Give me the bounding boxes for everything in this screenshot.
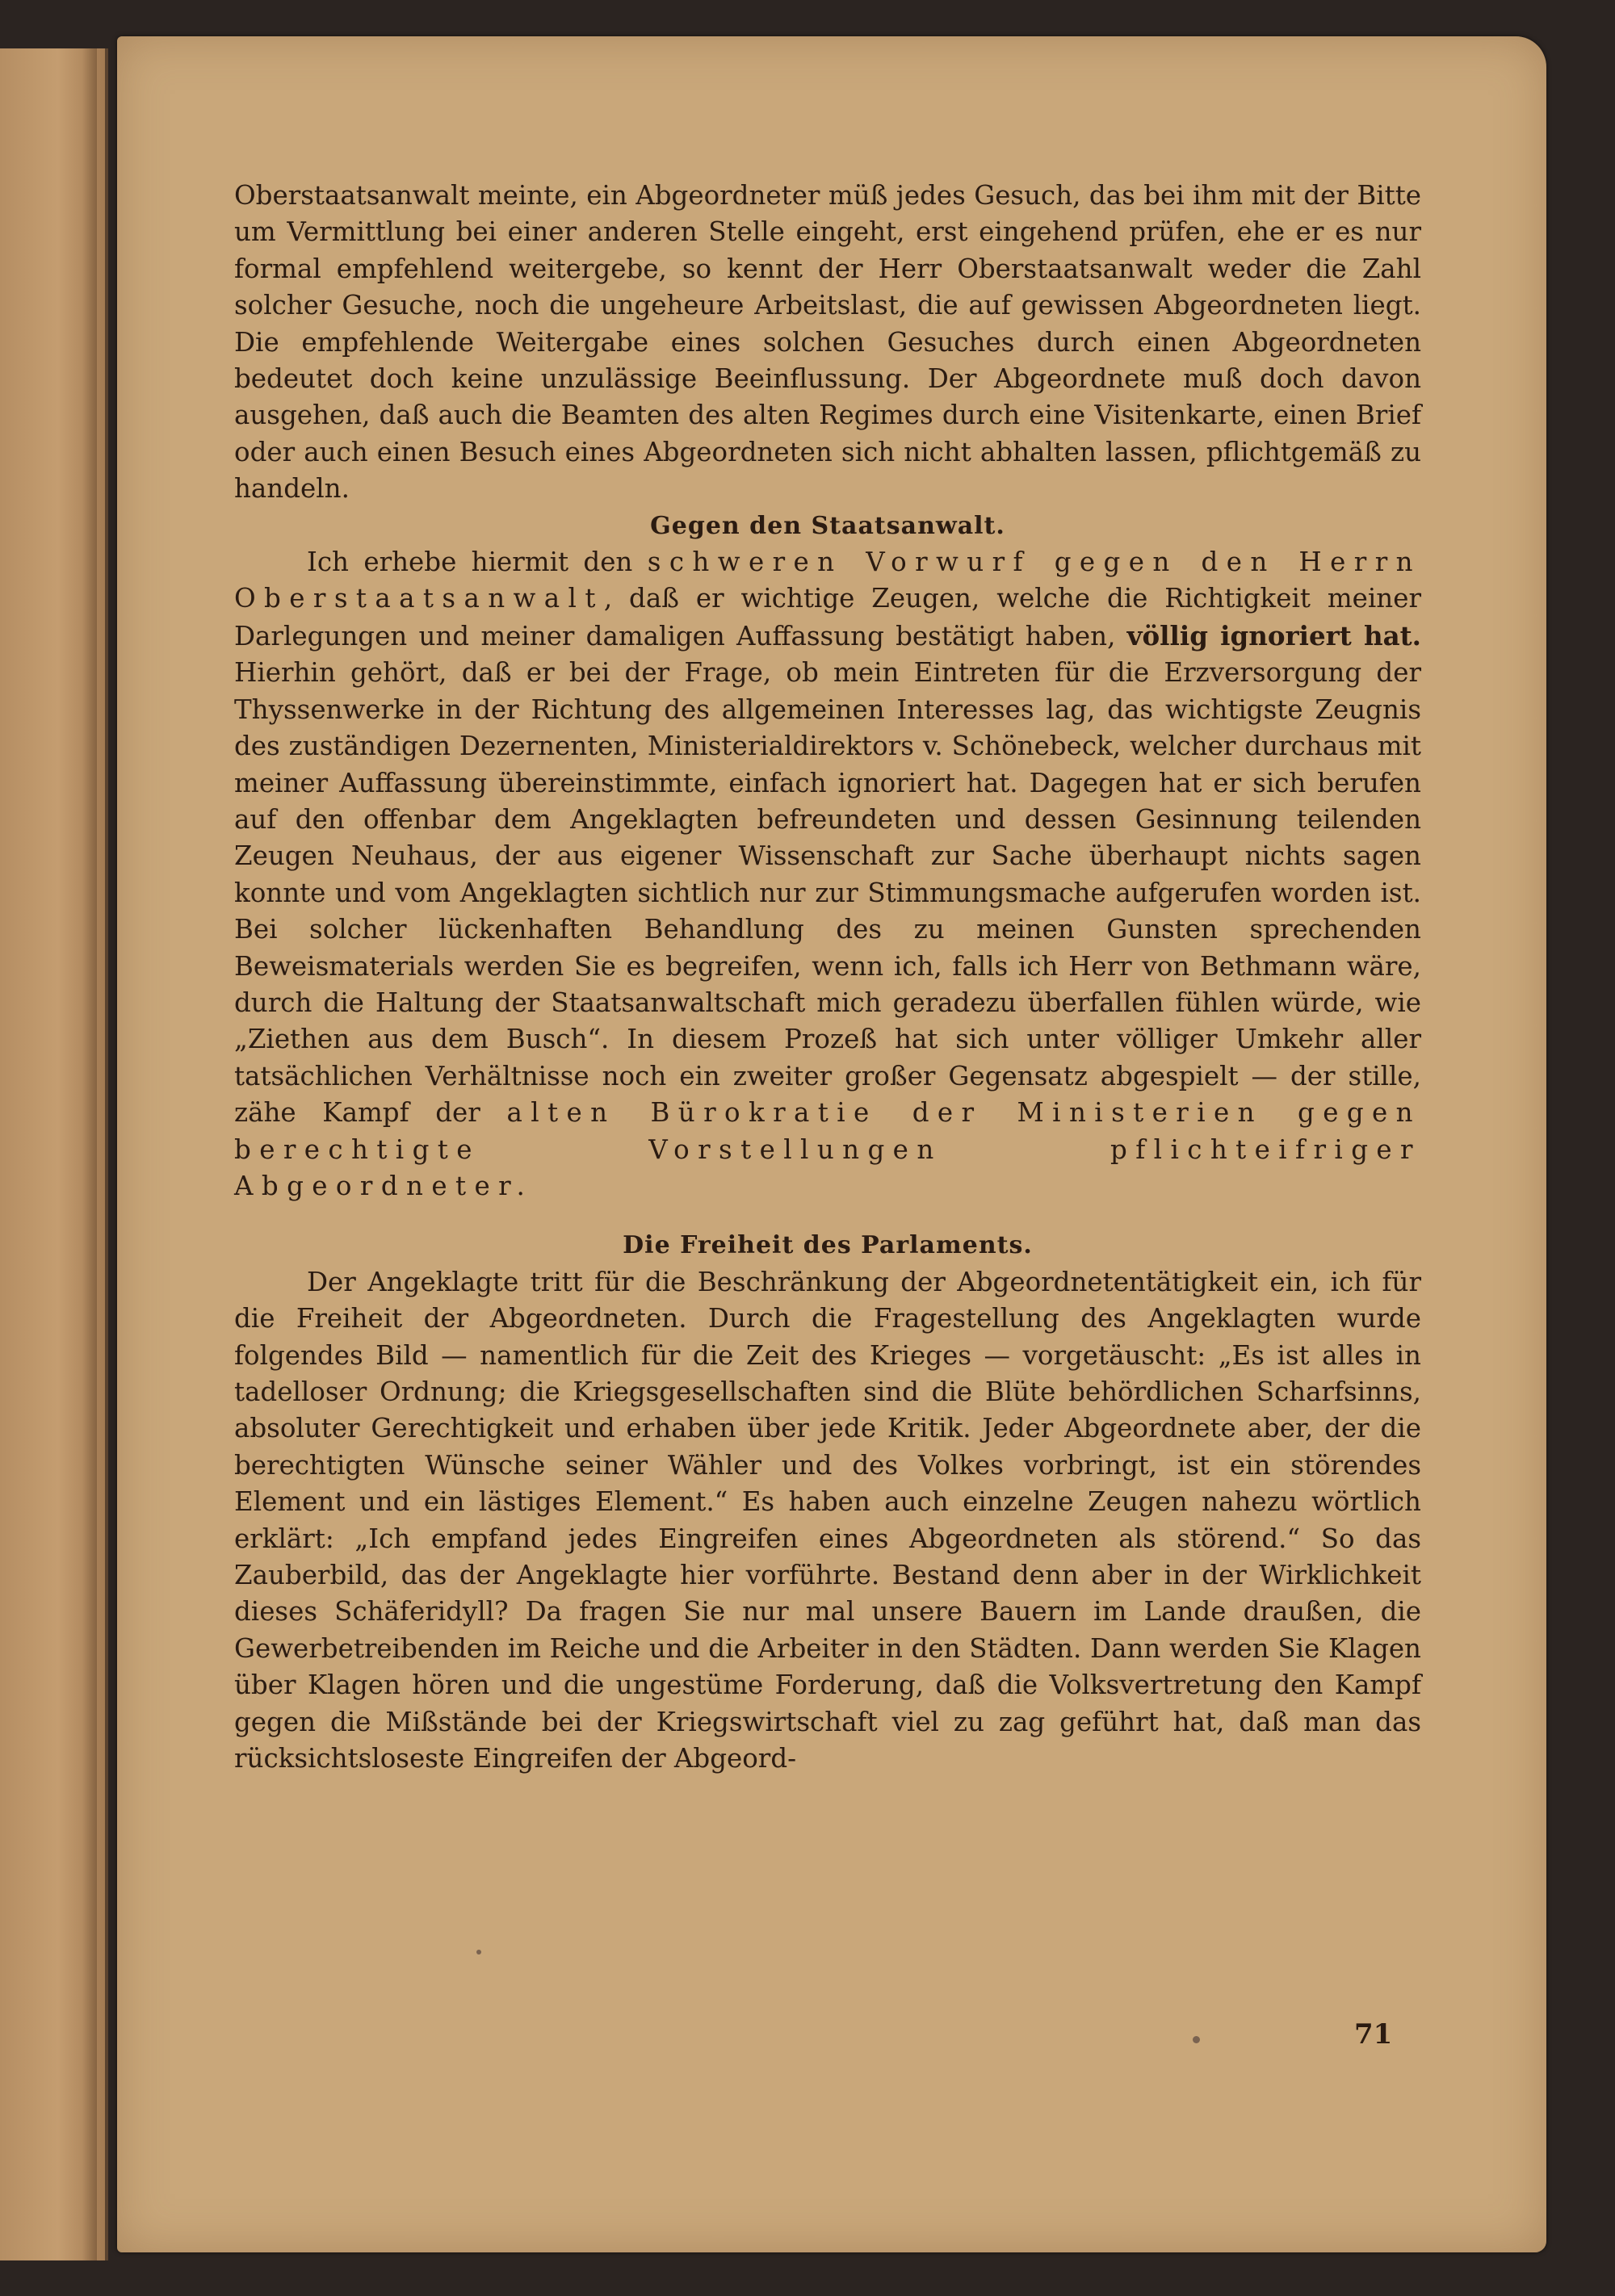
page-number: 71: [1354, 2018, 1393, 2051]
page-text: [234, 178, 1421, 1777]
spaced-emphasis: schweren Vorwurf gegen den Herrn Oberstaatsanwalt: [234, 547, 1421, 614]
bold-emphasis: völlig ignoriert hat.: [1126, 619, 1421, 652]
section-heading-parlament: Die Freiheit des Parlaments.: [623, 1231, 1033, 1260]
paragraph-freedom: Der Angeklagte tritt für die Beschränkung der Abgeordnetentätigkeit ein, ich für die Freiheit der Abgeordneten. Durch die Fragestellung des Angeklagten wurde folgendes Bild — namentlich für die Zeit des Krieges — vorgetäuscht: „Es ist alles in tadelloser Ordnung; die Kriegsgesellschaften sind die Blüte behördlichen Scharfsinns, absoluter Gerechtigkeit und erhaben über jede Kritik. Jeder Abgeordnete aber, der die berechtigten Wünsche seiner Wähler und des Volkes vorbringt, ist ein störendes Element und ein lästiges Element.“ Es haben auch einzelne Zeugen nahezu wörtlich erklärt: „Ich empfand jedes Eingreifen eines Abgeordneten als störend.“ So das Zauberbild, das der Angeklagte hier vorführte. Bestand denn aber in der Wirklichkeit dieses Schäferidyll? Da fragen Sie nur mal unsere Bauern im Lande draußen, die Gewerbetreibenden im Reiche und die Arbeiter in den Städten. Dann werden Sie Klagen über Klagen hören und die ungestüme Forderung, daß die Volksvertretung den Kampf gegen die Mißstände bei der Kriegswirtschaft viel zu zag geführt hat, daß man das rücksichtsloseste Eingreifen der Abgeord-: [234, 1266, 1421, 1774]
section-heading-staatsanwalt: Gegen den Staatsanwalt.: [650, 511, 1005, 540]
previous-page-edge: [0, 48, 108, 2260]
book-page: [117, 36, 1546, 2252]
spaced-emphasis: alten Bürokratie der Ministerien gegen berechtigte Vorstellungen pflichteifriger Abgeordneter.: [234, 1097, 1421, 1201]
paper-speck: [1193, 2036, 1200, 2043]
text-run: Ich erhebe hiermit den: [307, 547, 648, 578]
text-run: Hierhin gehört, daß er bei der Frage, ob mein Eintreten für die Erzversorgung der Thyssenwerke in der Richtung des allgemeinen Interesses lag, das wichtigste Zeugnis des zuständigen Dezernenten, Ministerialdirektors v. Schönebeck, welcher durchaus mit meiner Auffassung übereinstimmte, einfach ignoriert hat. Dagegen hat er sich berufen auf den offenbar dem Angeklagten befreundeten und dessen Gesinnung teilenden Zeugen Neuhaus, der aus eigener Wissenschaft zur Sache überhaupt nichts sagen konnte und vom Angeklagten sichtlich nur zur Stimmungsmache aufgerufen worden ist. Bei solcher lückenhaften Behandlung des zu meinen Gunsten sprechenden Beweismaterials werden Sie es begreifen, wenn ich, falls ich Herr von Bethmann wäre, durch die Haltung der Staatsanwaltschaft mich geradezu überfallen fühlen würde, wie „Ziethen aus dem Busch“. In diesem Prozeß hat sich unter völliger Umkehr aller tatsächlichen Verhältnisse noch ein zweiter großer Gegensatz abgespielt — der stille, zähe Kampf der: [234, 657, 1421, 1129]
paper-speck: [476, 1950, 481, 1955]
paragraph-accusation: [234, 544, 1421, 1205]
text-run: , daß er wichtige Zeugen, welche die Richtigkeit meiner Darlegungen und meiner damaligen Auffassung bestätigt haben,: [234, 583, 1421, 652]
paragraph-continued: Oberstaatsanwalt meinte, ein Abgeordneter müß jedes Gesuch, das bei ihm mit der Bitte um Vermittlung bei einer anderen Stelle eingeht, erst eingehend prüfen, ehe er es nur formal empfehlend weitergebe, so kennt der Herr Oberstaatsanwalt weder die Zahl solcher Gesuche, noch die ungeheure Arbeitslast, die auf gewissen Abgeordneten liegt. Die empfehlende Weitergabe eines solchen Gesuches durch einen Abgeordneten bedeutet doch keine unzulässige Beeinflussung. Der Abgeordnete muß doch davon ausgehen, daß auch die Beamten des alten Regimes durch eine Visitenkarte, einen Brief oder auch einen Besuch eines Abgeordneten sich nicht abhalten lassen, pflichtgemäß zu handeln.: [234, 180, 1421, 505]
